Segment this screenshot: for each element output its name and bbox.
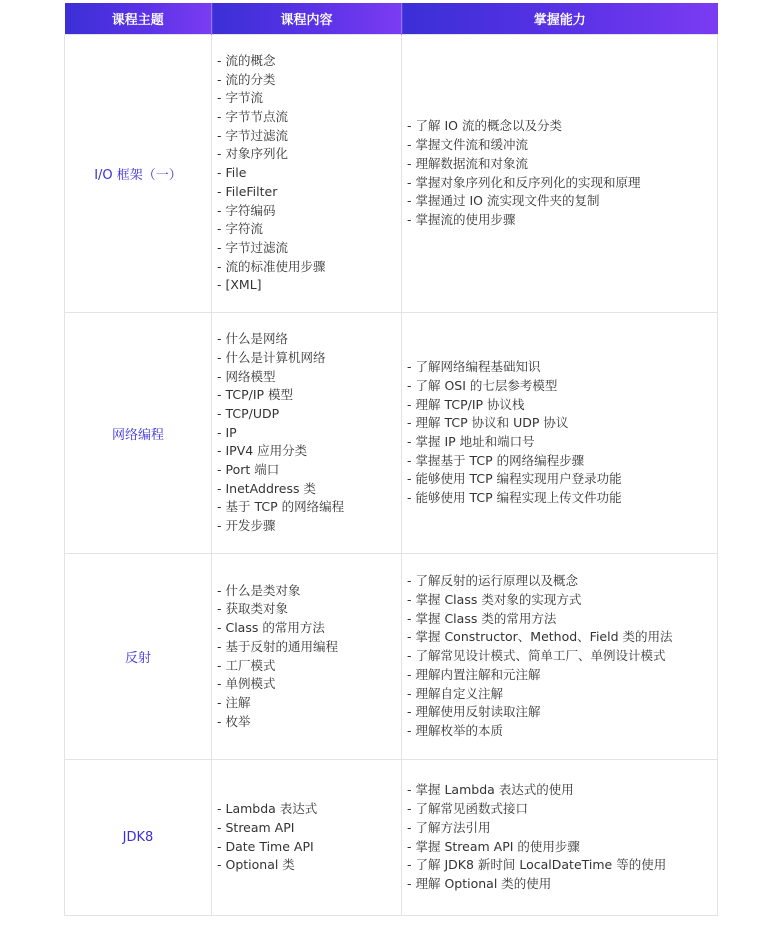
list-item: - 了解方法引用 [407, 819, 491, 835]
list-item: - 了解反射的运行原理以及概念 [407, 573, 578, 589]
list-item: - 字节节点流 [217, 109, 288, 125]
list-item: - Lambda 表达式 [217, 801, 318, 817]
header-topic: 课程主题 [65, 3, 212, 35]
list-item: - 字节过滤流 [217, 239, 288, 255]
list-item: - 理解枚举的本质 [407, 722, 503, 738]
list-item: - 基于反射的通用编程 [217, 638, 338, 654]
list-item: - 获取类对象 [217, 601, 288, 617]
topic-cell: 网络编程 [65, 313, 212, 554]
ability-list [407, 781, 717, 893]
list-item: - 字节流 [217, 90, 263, 106]
ability-cell [402, 760, 718, 916]
list-item: - IPV4 应用分类 [217, 443, 308, 459]
list-item: - 掌握 Class 类的常用方法 [407, 610, 557, 626]
list-item: - 对象序列化 [217, 146, 288, 162]
list-item: - 什么是类对象 [217, 582, 301, 598]
topic-cell: I/O 框架（一） [65, 35, 212, 313]
content-cell [212, 35, 402, 313]
list-item: - File [217, 165, 247, 181]
list-item: - 理解自定义注解 [407, 685, 503, 701]
list-item: - 掌握 Class 类对象的实现方式 [407, 592, 582, 608]
list-item: - 能够使用 TCP 编程实现上传文件功能 [407, 490, 622, 506]
list-item: - 掌握文件流和缓冲流 [407, 137, 528, 153]
list-item: - 了解常见函数式接口 [407, 801, 528, 817]
list-item: - Stream API [217, 819, 295, 835]
list-item: - TCP/UDP [217, 405, 280, 421]
course-table [64, 3, 718, 916]
list-item: - Date Time API [217, 838, 314, 854]
ability-cell [402, 313, 718, 554]
table-row [65, 35, 718, 313]
list-item: - 掌握流的使用步骤 [407, 211, 516, 227]
table-row [65, 554, 718, 760]
list-item: - 理解内置注解和元注解 [407, 666, 541, 682]
list-item: - 注解 [217, 694, 251, 710]
list-item: - 能够使用 TCP 编程实现用户登录功能 [407, 471, 622, 487]
list-item: - 开发步骤 [217, 518, 276, 534]
topic-cell: JDK8 [65, 760, 212, 916]
list-item: - 基于 TCP 的网络编程 [217, 499, 345, 515]
content-cell [212, 760, 402, 916]
list-item: - 字符流 [217, 221, 263, 237]
list-item: - 流的标准使用步骤 [217, 258, 326, 274]
list-item: - 字节过滤流 [217, 127, 288, 143]
list-item: - 网络模型 [217, 368, 276, 384]
list-item: - 掌握 Lambda 表达式的使用 [407, 782, 574, 798]
list-item: - 了解常见设计模式、简单工厂、单例设计模式 [407, 648, 666, 664]
list-item: - 理解 Optional 类的使用 [407, 875, 552, 891]
header-row [65, 3, 718, 35]
list-item: - InetAddress 类 [217, 480, 316, 496]
ability-list [407, 572, 717, 740]
content-list [217, 800, 401, 875]
list-item: - 了解 JDK8 新时间 LocalDateTime 等的使用 [407, 857, 667, 873]
list-item: - 了解 IO 流的概念以及分类 [407, 118, 562, 134]
list-item: - 理解 TCP/IP 协议栈 [407, 396, 525, 412]
list-item: - 什么是计算机网络 [217, 349, 326, 365]
list-item: - 掌握基于 TCP 的网络编程步骤 [407, 452, 585, 468]
ability-list [407, 358, 717, 508]
list-item: - 理解使用反射读取注解 [407, 704, 541, 720]
list-item: - 枚举 [217, 713, 251, 729]
list-item: - 掌握 IP 地址和端口号 [407, 434, 535, 449]
list-item: - 工厂模式 [217, 657, 276, 673]
list-item: - IP [217, 424, 237, 440]
content-list [217, 582, 401, 732]
list-item: - 掌握通过 IO 流实现文件夹的复制 [407, 193, 600, 209]
ability-list [407, 117, 717, 229]
content-cell [212, 313, 402, 554]
table-row [65, 760, 718, 916]
list-item: - 了解网络编程基础知识 [407, 359, 541, 375]
list-item: - 掌握 Stream API 的使用步骤 [407, 838, 580, 854]
list-item: - Class 的常用方法 [217, 620, 325, 636]
table-row [65, 313, 718, 554]
list-item: - 流的概念 [217, 52, 276, 68]
list-item: - TCP/IP 模型 [217, 387, 294, 403]
list-item: - 流的分类 [217, 71, 276, 87]
header-ability: 掌握能力 [402, 3, 718, 35]
list-item: - 了解 OSI 的七层参考模型 [407, 377, 558, 393]
header-content: 课程内容 [212, 3, 402, 35]
content-list [217, 52, 401, 295]
list-item: - 掌握对象序列化和反序列化的实现和原理 [407, 174, 641, 190]
ability-cell [402, 554, 718, 760]
list-item: - 理解 TCP 协议和 UDP 协议 [407, 415, 569, 431]
list-item: - 字符编码 [217, 202, 276, 218]
list-item: - FileFilter [217, 183, 278, 199]
list-item: - 掌握 Constructor、Method、Field 类的用法 [407, 629, 673, 645]
list-item: - Port 端口 [217, 462, 280, 478]
ability-cell [402, 35, 718, 313]
list-item: - [XML] [217, 277, 262, 293]
list-item: - 什么是网络 [217, 331, 288, 347]
list-item: - 理解数据流和对象流 [407, 155, 528, 171]
list-item: - Optional 类 [217, 857, 295, 873]
topic-cell: 反射 [65, 554, 212, 760]
list-item: - 单例模式 [217, 676, 276, 692]
content-cell [212, 554, 402, 760]
content-list [217, 330, 401, 536]
